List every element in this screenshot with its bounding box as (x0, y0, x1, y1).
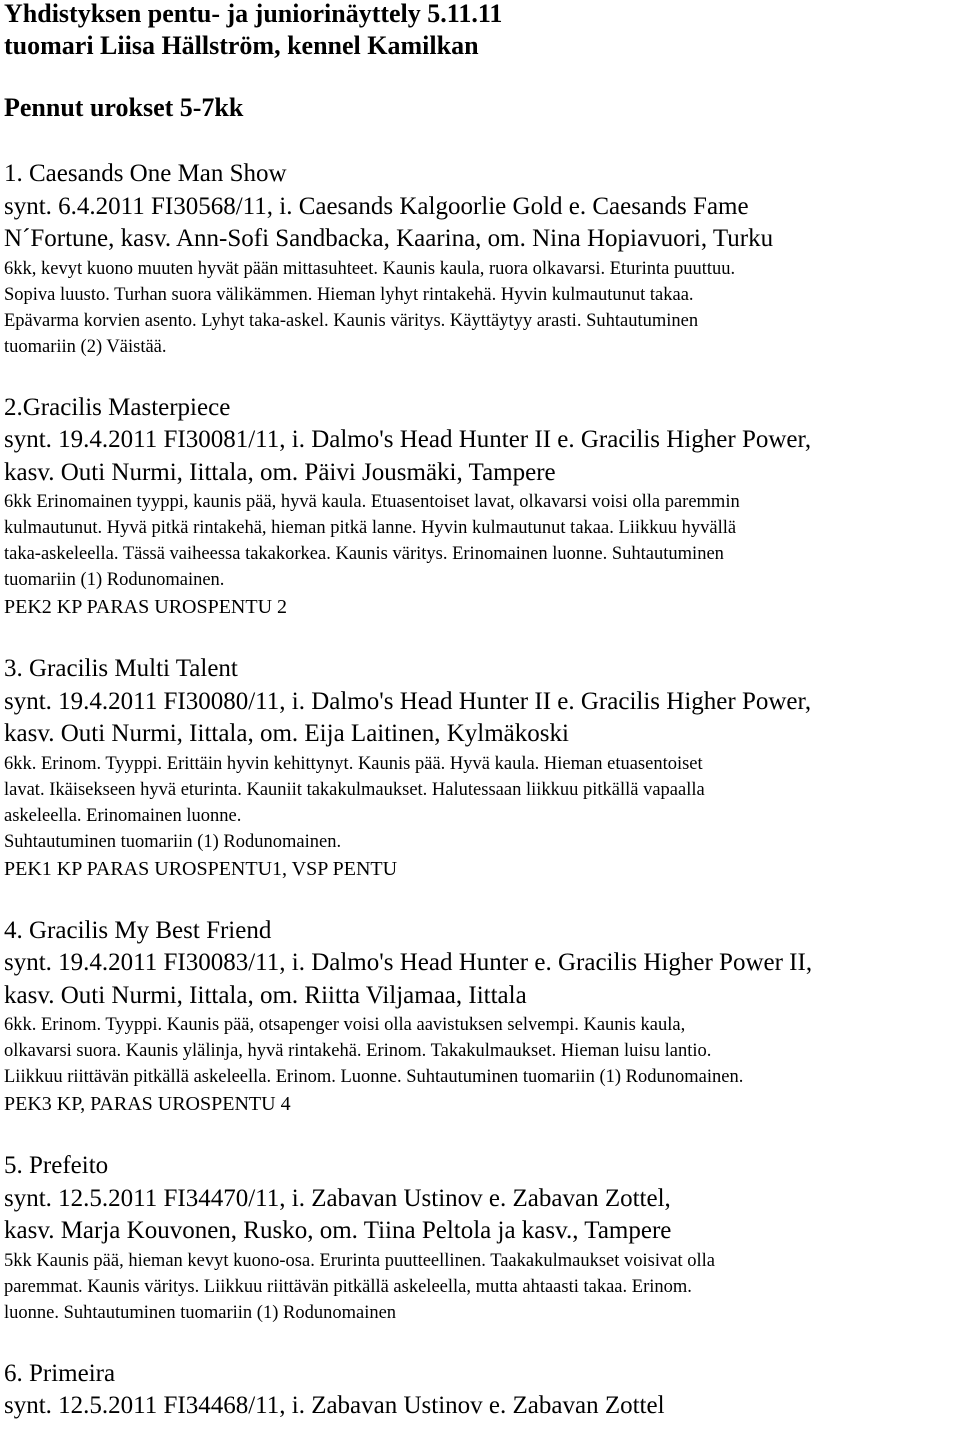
critique-line: Suhtautuminen tuomariin (1) Rodunomainen. (4, 831, 342, 852)
entry-name: 1. Caesands One Man Show (4, 160, 287, 187)
critique-line: tuomariin (2) Väistää. (4, 336, 167, 357)
critique-line: paremmat. Kaunis väritys. Liikkuu riittävän pitkällä askeleella, mutta ahtaasti takaa. Erinom. (4, 1276, 692, 1297)
critique-line: Sopiva luusto. Turhan suora välikämmen. Hieman lyhyt rintakehä. Hyvin kulmautunut takaa. (4, 284, 694, 305)
entry-6 (4, 1358, 956, 1423)
critique-line: olkavarsi suora. Kaunis ylälinja, hyvä rintakehä. Erinom. Takakulmaukset. Hieman luisu lantio. (4, 1041, 712, 1061)
document-header (4, 0, 956, 62)
entry-detail-line: synt. 12.5.2011 FI34470/11, i. Zabavan Ustinov e. Zabavan Zottel, (4, 1184, 671, 1212)
entry-detail-line: synt. 6.4.2011 FI30568/11, i. Caesands Kalgoorlie Gold e. Caesands Fame (4, 192, 749, 220)
critique-line: 6kk Erinomainen tyyppi, kaunis pää, hyvä kaula. Etuasentoiset lavat, olkavarsi voisi olla paremmin (4, 492, 740, 512)
entry-detail-line: kasv. Outi Nurmi, Iittala, om. Riitta Viljamaa, Iittala (4, 981, 527, 1009)
critique-line: askeleella. Erinomainen luonne. (4, 805, 242, 826)
award-line: PEK2 KP PARAS UROSPENTU 2 (4, 596, 288, 618)
critique-line: luonne. Suhtautuminen tuomariin (1) Rodunomainen (4, 1302, 397, 1323)
critique-line: Epävarma korvien asento. Lyhyt taka-askel. Kaunis väritys. Käyttäytyy arasti. Suhtautuminen (4, 310, 699, 331)
critique-line: 6kk. Erinom. Tyyppi. Kaunis pää, otsapenger voisi olla aavistuksen selvempi. Kaunis kaula, (4, 1015, 686, 1035)
critique-line: 5kk Kaunis pää, hieman kevyt kuono-osa. Erurinta puutteellinen. Taakakulmaukset voisivat olla (4, 1250, 715, 1271)
entry-3 (4, 653, 956, 883)
entry-name: 2.Gracilis Masterpiece (4, 393, 231, 421)
critique-line: taka-askeleella. Tässä vaiheessa takakorkea. Kaunis väritys. Erinomainen luonne. Suhtautuminen (4, 544, 724, 564)
critique-line: 6kk. Erinom. Tyyppi. Erittäin hyvin kehittynyt. Kaunis pää. Hyvä kaula. Hieman etuasentoiset (4, 753, 703, 774)
entry-4 (4, 915, 956, 1119)
entry-detail-line: synt. 19.4.2011 FI30080/11, i. Dalmo's Head Hunter II e. Gracilis Higher Power, (4, 687, 812, 715)
entry-detail-line: synt. 12.5.2011 FI34468/11, i. Zabavan Ustinov e. Zabavan Zottel (4, 1392, 665, 1419)
entry-name: 3. Gracilis Multi Talent (4, 655, 238, 682)
critique-line: 6kk, kevyt kuono muuten hyvät pään mittasuhteet. Kaunis kaula, ruora olkavarsi. Eturinta puuttuu. (4, 258, 736, 279)
critique-line: kulmautunut. Hyvä pitkä rintakehä, hieman pitkä lanne. Hyvin kulmautunut takaa. Liikkuu hyvällä (4, 518, 737, 538)
entry-detail-line: kasv. Marja Kouvonen, Rusko, om. Tiina Peltola ja kasv., Tampere (4, 1217, 672, 1244)
critique-line: Liikkuu riittävän pitkällä askeleella. Erinom. Luonne. Suhtautuminen tuomariin (1) Rodunomainen. (4, 1067, 744, 1087)
critique-line: lavat. Ikäisekseen hyvä eturinta. Kauniit takakulmaukset. Halutessaan liikkuu pitkällä vapaalla (4, 779, 705, 800)
entry-1 (4, 158, 956, 360)
entry-detail-line: synt. 19.4.2011 FI30083/11, i. Dalmo's Head Hunter e. Gracilis Higher Power II, (4, 949, 813, 976)
entry-name: 4. Gracilis My Best Friend (4, 916, 272, 944)
document-page (4, 0, 956, 1423)
critique-line: tuomariin (1) Rodunomainen. (4, 570, 225, 590)
class-heading: Pennut urokset 5-7kk (4, 93, 244, 122)
entry-detail-line: kasv. Outi Nurmi, Iittala, om. Eija Laitinen, Kylmäkoski (4, 720, 569, 747)
entry-detail-line: N´Fortune, kasv. Ann-Sofi Sandbacka, Kaarina, om. Nina Hopiavuori, Turku (4, 225, 774, 252)
show-title: Yhdistyksen pentu- ja juniorinäyttely 5.11.11 (4, 0, 503, 28)
award-line: PEK1 KP PARAS UROSPENTU1, VSP PENTU (4, 857, 398, 880)
entry-detail-line: kasv. Outi Nurmi, Iittala, om. Päivi Jousmäki, Tampere (4, 458, 556, 486)
award-line: PEK3 KP, PARAS UROSPENTU 4 (4, 1093, 291, 1115)
entry-5 (4, 1150, 956, 1326)
entry-detail-line: synt. 19.4.2011 FI30081/11, i. Dalmo's Head Hunter II e. Gracilis Higher Power, (4, 426, 812, 453)
entry-2 (4, 392, 956, 622)
judge-line: tuomari Liisa Hällström, kennel Kamilkan (4, 31, 479, 60)
entry-name: 5. Prefeito (4, 1152, 109, 1179)
entry-name: 6. Primeira (4, 1359, 116, 1387)
